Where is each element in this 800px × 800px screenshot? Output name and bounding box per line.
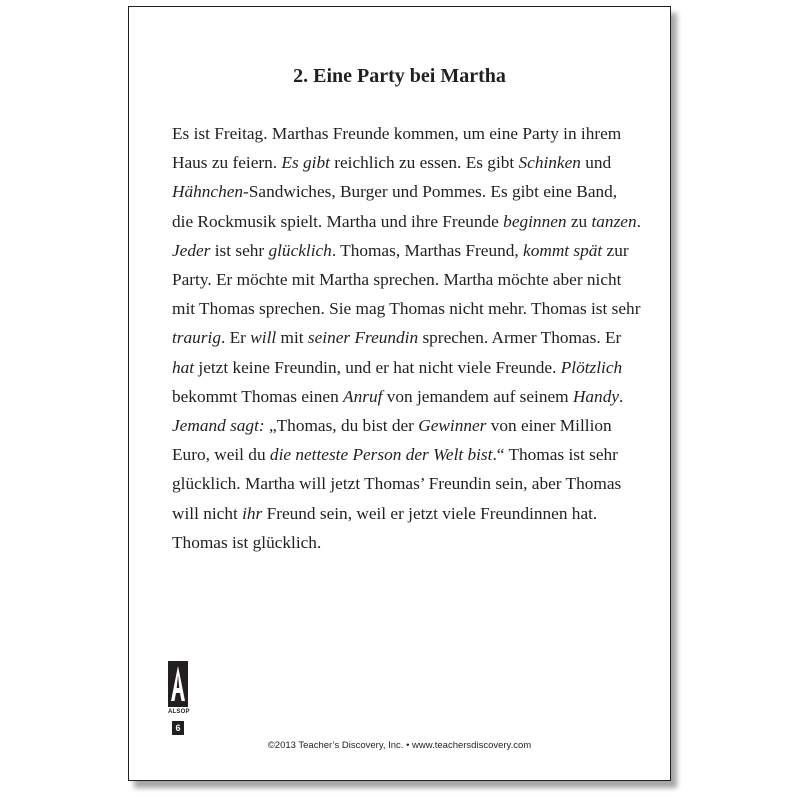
text-segment: und xyxy=(580,153,612,173)
text-segment: zur Party. Er möchte mit Martha sprechen. Martha möchte aber nicht mit Thomas sprechen. Sie mag Thomas nicht mehr. Thomas ist sehr xyxy=(172,240,641,319)
alsop-a-icon xyxy=(168,661,188,707)
text-segment: . xyxy=(619,386,624,406)
text-segment: Es ist Freitag. Marthas Freunde kommen, um eine Party in ihrem Haus zu feiern. xyxy=(172,124,622,173)
italic-phrase: Anruf xyxy=(343,386,383,406)
text-segment: von einer Million Euro, weil du xyxy=(172,416,612,465)
text-segment: zu xyxy=(566,211,592,231)
italic-phrase: will xyxy=(250,328,277,348)
reading-card xyxy=(128,6,671,781)
text-segment: . Thomas, Marthas Freund, xyxy=(331,240,524,260)
text-segment: mit xyxy=(276,328,308,348)
italic-phrase: tanzen xyxy=(591,211,637,231)
italic-phrase: traurig xyxy=(172,328,221,348)
italic-phrase: Handy xyxy=(572,386,620,406)
italic-phrase: beginnen xyxy=(503,211,567,231)
italic-phrase: seiner Freundin xyxy=(307,328,419,348)
italic-phrase: Jemand sagt: xyxy=(172,416,265,436)
italic-phrase: glücklich xyxy=(268,240,332,260)
italic-phrase: Es gibt xyxy=(281,153,330,173)
italic-phrase: die netteste Person der Welt bist xyxy=(269,445,493,465)
text-segment: ist sehr xyxy=(210,240,269,260)
text-segment: . Er xyxy=(220,328,251,348)
text-segment: jetzt keine Freundin, und er hat nicht viele Freunde. xyxy=(194,357,561,377)
italic-phrase: Hähnchen xyxy=(172,182,244,202)
text-segment: .“ Thomas ist sehr glücklich. Martha will jetzt Thomas’ Freundin sein, aber Thomas will nicht xyxy=(172,445,622,523)
text-segment: von jemandem auf seinem xyxy=(382,386,573,406)
copyright-footer: ©2013 Teacher’s Discovery, Inc. • www.teachersdiscovery.com xyxy=(267,740,532,751)
italic-phrase: ihr xyxy=(242,503,263,523)
italic-phrase: Jeder xyxy=(172,240,211,260)
story-title: 2. Eine Party bei Martha xyxy=(293,65,506,87)
text-segment: . xyxy=(636,211,641,231)
story-text xyxy=(172,119,642,557)
italic-phrase: kommt spät xyxy=(523,240,603,260)
text-segment: Freund sein, weil er jetzt viele Freundinnen hat. Thomas ist glücklich. xyxy=(172,503,598,552)
text-segment: -Sandwiches, Burger und Pommes. Es gibt eine Band, die Rockmusik spielt. Martha und ihre Freunde xyxy=(172,182,618,231)
text-segment: reichlich zu essen. Es gibt xyxy=(329,153,519,173)
alsop-logo xyxy=(168,661,188,735)
text-segment: bekommt Thomas einen xyxy=(172,386,344,406)
logo-label: ALSOP xyxy=(168,709,190,715)
italic-phrase: Schinken xyxy=(518,153,581,173)
italic-phrase: Gewinner xyxy=(418,416,487,436)
text-segment: sprechen. Armer Thomas. Er xyxy=(418,328,622,348)
italic-phrase: hat xyxy=(172,357,195,377)
text-segment: „Thomas, du bist der xyxy=(264,416,419,436)
logo-number: 6 xyxy=(172,721,184,735)
italic-phrase: Plötzlich xyxy=(560,357,623,377)
